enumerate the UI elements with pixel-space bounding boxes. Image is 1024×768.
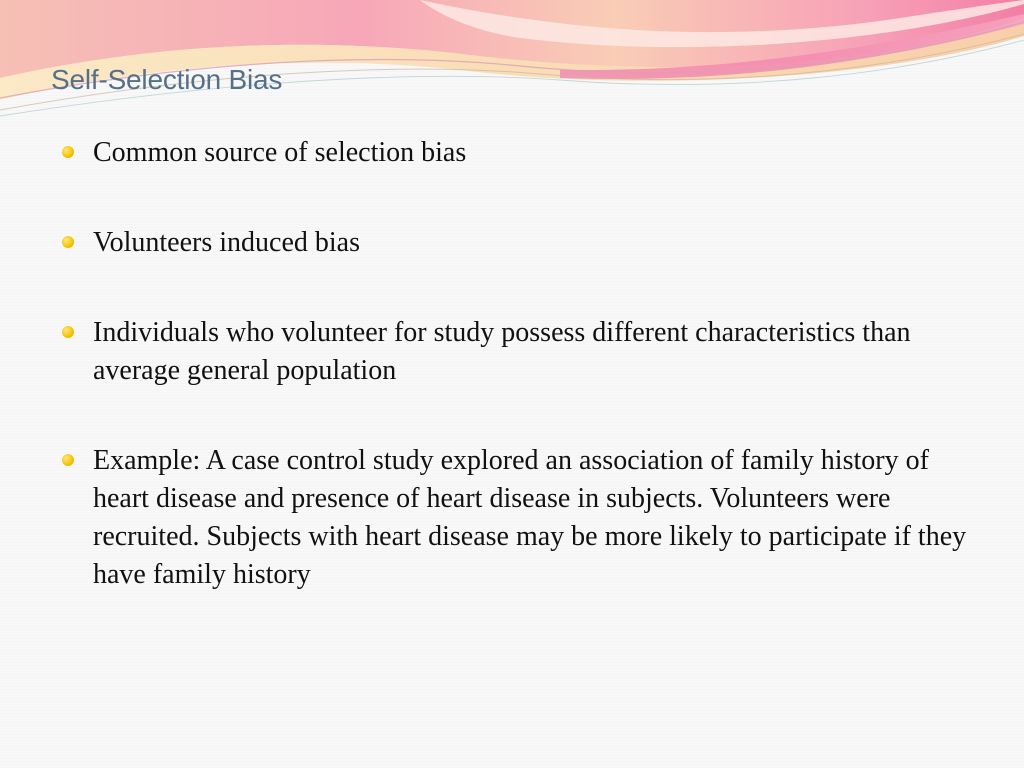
bullet-marker-icon	[62, 454, 74, 466]
bullet-list	[62, 134, 982, 594]
bullet-marker-icon	[62, 236, 74, 248]
bullet-marker-icon	[62, 146, 74, 158]
bullet-text: Individuals who volunteer for study possess different characteristics than average general population	[93, 317, 911, 386]
slide-title: Self-Selection Bias	[51, 64, 283, 95]
bullet-item	[62, 442, 982, 594]
bullet-text: Volunteers induced bias	[93, 227, 360, 258]
bullet-text: Common source of selection bias	[93, 137, 467, 168]
bullet-item	[62, 314, 982, 390]
bullet-item	[62, 224, 982, 262]
bullet-marker-icon	[62, 326, 74, 338]
bullet-item	[62, 134, 982, 172]
bullet-text: Example: A case control study explored an association of family history of heart disease and presence of heart disease in subjects. Volunteers were recruited. Subjects with heart disease may be more likely to participate if they have family history	[93, 445, 974, 590]
